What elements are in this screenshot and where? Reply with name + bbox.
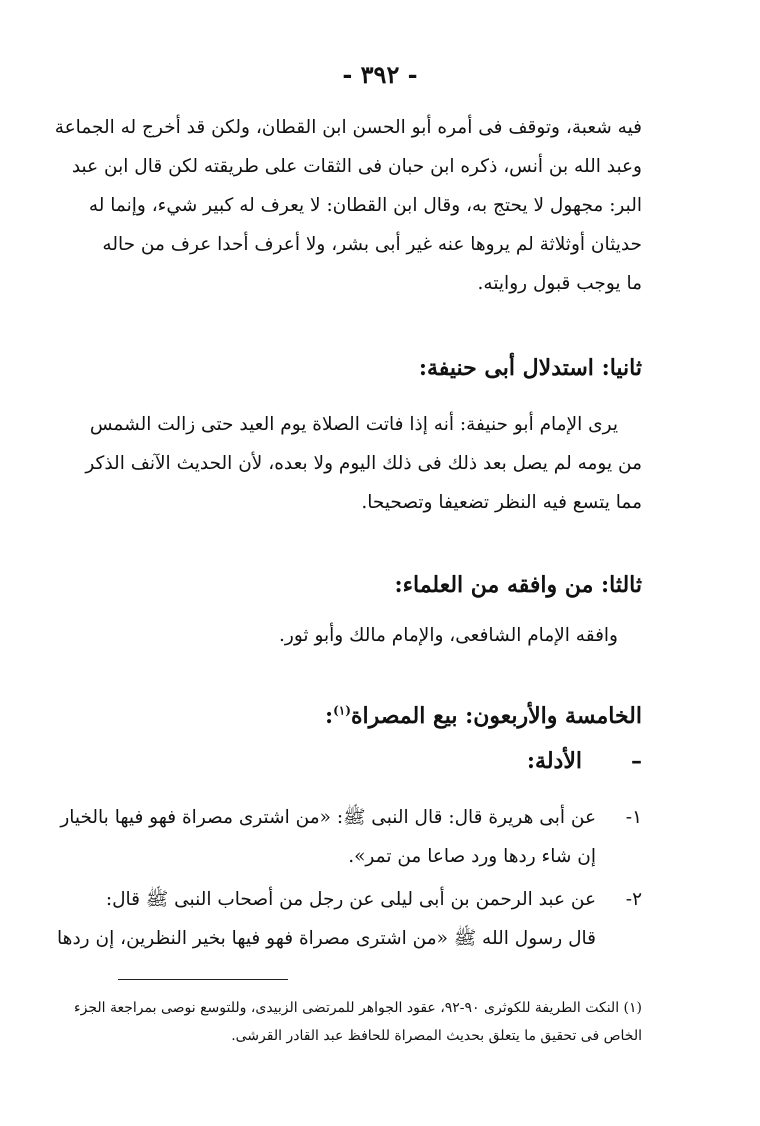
item-text	[57, 880, 596, 958]
heading-text: الأدلة:	[526, 748, 582, 774]
heading-colon: :	[324, 703, 334, 729]
footnote-separator	[118, 979, 288, 980]
item-number: ١-	[625, 807, 642, 828]
heading-agreeing-scholars: ثالثا: من وافقه من العلماء:	[394, 572, 642, 598]
text-line: من يومه لم يصل بعد ذلك فى ذلك اليوم ولا بعده، لأن الحديث الآنف الذكر	[85, 453, 642, 474]
footnote-reference: (١)	[333, 703, 351, 718]
item-number: ٢-	[625, 889, 642, 910]
paragraph-abu-hanifa	[85, 405, 642, 522]
text-line: مما يتسع فيه النظر تضعيفا وتصحيحا.	[361, 492, 642, 513]
footnote-line: الخاص فى تحقيق ما يتعلق بحديث المصراة للحافظ عبد القادر القرشى.	[231, 1028, 642, 1044]
text-line: وافقه الإمام الشافعى، والإمام مالك وأبو ثور.	[279, 625, 618, 646]
text-line: عن عبد الرحمن بن أبى ليلى عن رجل من أصحاب النبى ﷺ قال:	[105, 889, 596, 910]
text-line: يرى الإمام أبو حنيفة: أنه إذا فاتت الصلاة يوم العيد حتى زالت الشمس	[89, 414, 618, 435]
text-line: حديثان أوثلاثة لم يروها عنه غير أبى بشر، ولا أعرف أحدا عرف من حاله	[102, 234, 642, 255]
heading-abu-hanifa-evidence: ثانيا: استدلال أبى حنيفة:	[418, 355, 642, 381]
text-line: قال رسول الله ﷺ «من اشترى مصراة فهو فيها بخير النظرين، إن ردها	[57, 928, 596, 949]
text-line: ما يوجب قبول روايته.	[477, 273, 642, 294]
evidence-item-2	[57, 880, 642, 958]
text-line: إن شاء ردها ورد صاعا من تمر».	[348, 846, 596, 867]
footnote-line: (١) النكت الطريفة للكوثرى ٩٠-٩٢، عقود الجواهر للمرتضى الزبيدى، وللتوسع نوصى بمراجعة الجزء	[74, 1000, 642, 1016]
heading-musarrat-sale	[325, 703, 642, 729]
footnote	[74, 994, 642, 1050]
text-line: فيه شعبة، وتوقف فى أمره أبو الحسن ابن القطان، ولكن قد أخرج له الجماعة	[54, 117, 642, 138]
heading-evidence	[122, 748, 642, 774]
heading-dash: –	[631, 748, 642, 774]
paragraph-agreeing-scholars	[114, 616, 642, 655]
paragraph-narrators	[54, 108, 642, 303]
evidence-item-1	[60, 798, 642, 876]
text-line: عن أبى هريرة قال: قال النبى ﷺ: «من اشترى مصراة فهو فيها بالخيار	[60, 807, 596, 828]
heading-text: الخامسة والأربعون: بيع المصراة	[350, 703, 642, 729]
page-number: - ٣٩٢ -	[342, 60, 418, 89]
item-text	[60, 798, 596, 876]
text-line: البر: مجهول لا يحتج به، وقال ابن القطان: لا يعرف له كبير شيء، وإنما له	[88, 195, 642, 216]
text-line: وعبد الله بن أنس، ذكره ابن حبان فى الثقات على طريقته لكن قال ابن عبد	[71, 156, 642, 177]
